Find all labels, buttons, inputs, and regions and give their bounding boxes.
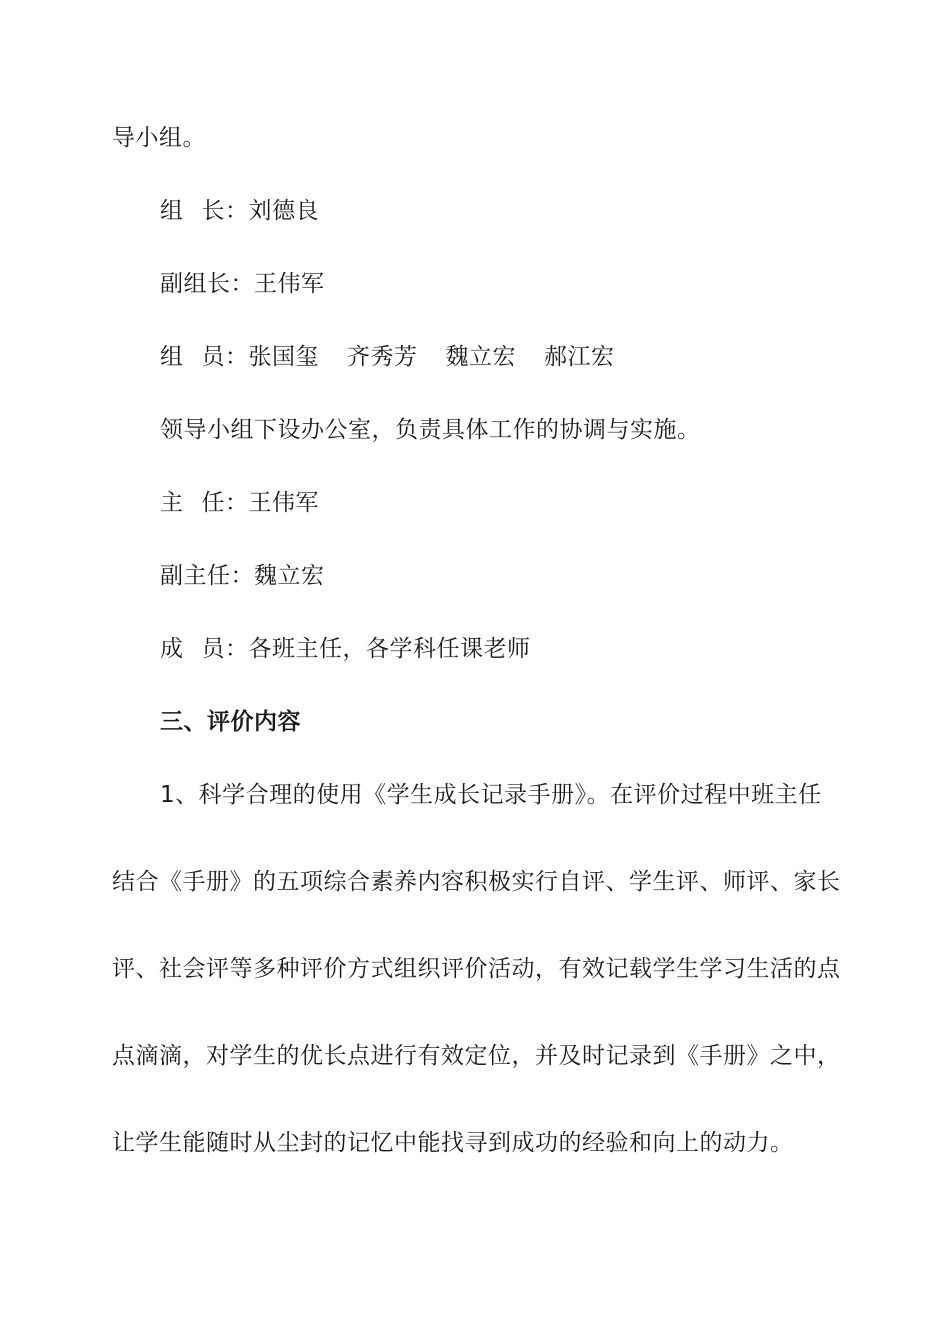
group-member: 齐秀芳 <box>347 344 418 370</box>
office-deputy-label: 副主任： <box>160 563 254 589</box>
deputy-leader-row <box>160 269 325 299</box>
office-intro-text: 领导小组下设办公室，负责具体工作的协调与实施。 <box>160 417 701 443</box>
intro-tail-text: 导小组。 <box>112 125 206 151</box>
group-member: 魏立宏 <box>445 344 516 370</box>
paragraph-line: 评、社会评等多种评价方式组织评价活动，有效记载学生学习生活的点 <box>112 956 841 982</box>
office-members-label-a: 成 <box>160 636 184 662</box>
office-members-row <box>160 634 531 664</box>
section-heading: 三、评价内容 <box>160 709 301 735</box>
group-members-label-a: 组 <box>160 344 184 370</box>
paragraph-line: 点滴滴，对学生的优长点进行有效定位，并及时记录到《手册》之中， <box>112 1043 841 1069</box>
group-members-row <box>160 342 615 372</box>
leader-row <box>160 196 319 226</box>
office-deputy-row <box>160 561 325 591</box>
group-members-label-b: 员： <box>201 344 249 370</box>
paragraph-line: 结合《手册》的五项综合素养内容积极实行自评、学生评、师评、家长 <box>112 869 841 895</box>
group-member: 张国玺 <box>248 344 319 370</box>
paragraph-line: 让学生能随时从尘封的记忆中能找寻到成功的经验和向上的动力。 <box>112 1130 794 1156</box>
group-member: 郝江宏 <box>544 344 615 370</box>
office-members-text: 各班主任，各学科任课老师 <box>248 636 531 662</box>
office-director-label-a: 主 <box>160 490 184 516</box>
office-members-label-b: 员： <box>201 636 249 662</box>
office-director-row <box>160 488 319 518</box>
office-deputy-name: 魏立宏 <box>254 563 325 589</box>
leader-label-b: 长： <box>201 198 249 224</box>
leader-label-a: 组 <box>160 198 184 224</box>
office-director-label-b: 任： <box>201 490 249 516</box>
deputy-leader-label: 副组长： <box>160 271 254 297</box>
deputy-leader-name: 王伟军 <box>254 271 325 297</box>
paragraph-line: 1、科学合理的使用《学生成长记录手册》。在评价过程中班主任 <box>160 782 822 808</box>
office-director-name: 王伟军 <box>248 490 319 516</box>
leader-name: 刘德良 <box>248 198 319 224</box>
